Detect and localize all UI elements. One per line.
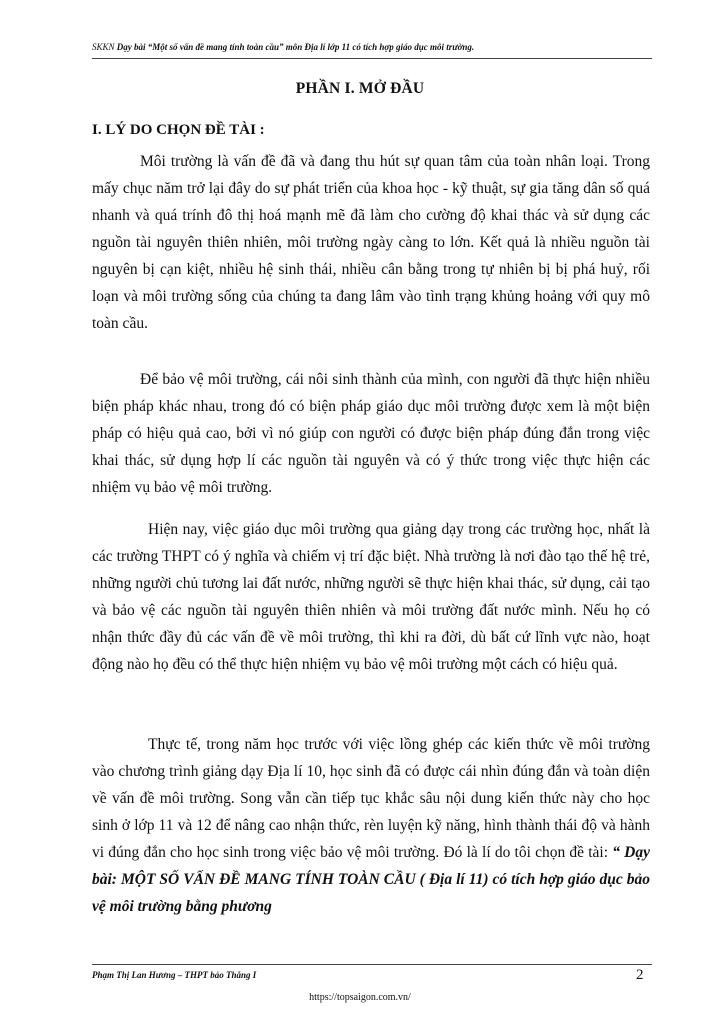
header-prefix: SKKN xyxy=(92,42,117,52)
paragraph-4-text: Thực tế, trong năm học trước với việc lồng ghép các kiến thức về môi trường vào chương trình giảng dạy Địa lí 10, học sinh đã có được cái nhìn đúng đắn và toàn diện về vấn đề môi trường. Song vẫn cần tiếp tục khắc sâu nội dung kiến thức này cho học sinh ở lớp 11 và 12 để nâng cao nhận thức, rèn luyện kỹ năng, hình thành thái độ và hành vi đúng đắn cho học sinh trong việc bảo vệ môi trường. Đó là lí do tôi chọn đề tài: xyxy=(92,736,650,861)
paragraph-3-text: Hiện nay, việc giáo dục môi trường qua giảng dạy trong các trường học, nhất là các trường THPT có ý nghĩa và chiếm vị trí đặc biệt. Nhà trường là nơi đào tạo thế hệ trẻ, những người chủ tương lai đất nước, những người sẽ thực hiện khai thác, sử dụng, cải tạo và bảo vệ các nguồn tài nguyên thiên nhiên và môi trường đất nước mình. Nếu họ có nhận thức đầy đủ các vấn đề về môi trường, thì khi ra đời, dù bất cứ lĩnh vực nào, hoạt động nào họ đều có thể thực hiện nhiệm vụ bảo vệ môi trường một cách có hiệu quả. xyxy=(92,521,650,673)
page-header xyxy=(92,42,652,52)
paragraph-2 xyxy=(92,366,650,501)
header-divider xyxy=(92,58,652,59)
section-title: I. LÝ DO CHỌN ĐỀ TÀI : xyxy=(92,122,265,138)
footer-divider xyxy=(92,964,652,965)
paragraph-1 xyxy=(92,148,650,337)
part-title: PHẦN I. MỞ ĐẦU xyxy=(295,80,425,97)
header-title: Dạy bài “Một số vấn đề mang tính toàn cầu” môn Địa lí lớp 11 có tích hợp giáo dục môi trường. xyxy=(116,42,475,52)
paragraph-2-text: Để bảo vệ môi trường, cái nôi sinh thành của mình, con người đã thực hiện nhiều biện pháp khác nhau, trong đó có biện pháp giáo dục môi trường được xem là một biện pháp có hiệu quả cao, bởi vì nó giúp con người có được biện pháp đúng đắn trong việc khai thác, sử dụng hợp lí các nguồn tài nguyên và có ý thức trong việc thực hiện các nhiệm vụ bảo vệ môi trường. xyxy=(92,371,650,496)
paragraph-1-text: Môi trường là vấn đề đã và đang thu hút sự quan tâm của toàn nhân loại. Trong mấy chục năm trở lại đây do sự phát triển của khoa học - kỹ thuật, sự gia tăng dân số quá nhanh và quá trính đô thị hoá mạnh mẽ đã làm cho cường độ khai thác và sử dụng các nguồn tài nguyên thiên nhiên, môi trường ngày càng to lớn. Kết quả là nhiều nguồn tài nguyên bị cạn kiệt, nhiều hệ sinh thái, nhiều cân bằng trong tự nhiên bị bị phá huỷ, rối loạn và môi trường sống của chúng ta đang lâm vào tình trạng khủng hoảng với quy mô toàn cầu. xyxy=(92,153,650,332)
source-url[interactable]: https://topsaigon.com.vn/ xyxy=(309,992,411,1003)
paragraph-3 xyxy=(92,516,650,678)
footer-author: Phạm Thị Lan Hương – THPT bảo Thắng I xyxy=(92,970,257,980)
page-number: 2 xyxy=(636,967,644,983)
topic-title-emphasis: “ Dạy bài: MỘT SỐ VẤN ĐỀ MANG TÍNH TOÀN CẦU ( Địa lí 11) có tích hợp giáo dục bảo vệ môi trường bằng phương xyxy=(92,844,651,915)
paragraph-4 xyxy=(92,731,650,920)
